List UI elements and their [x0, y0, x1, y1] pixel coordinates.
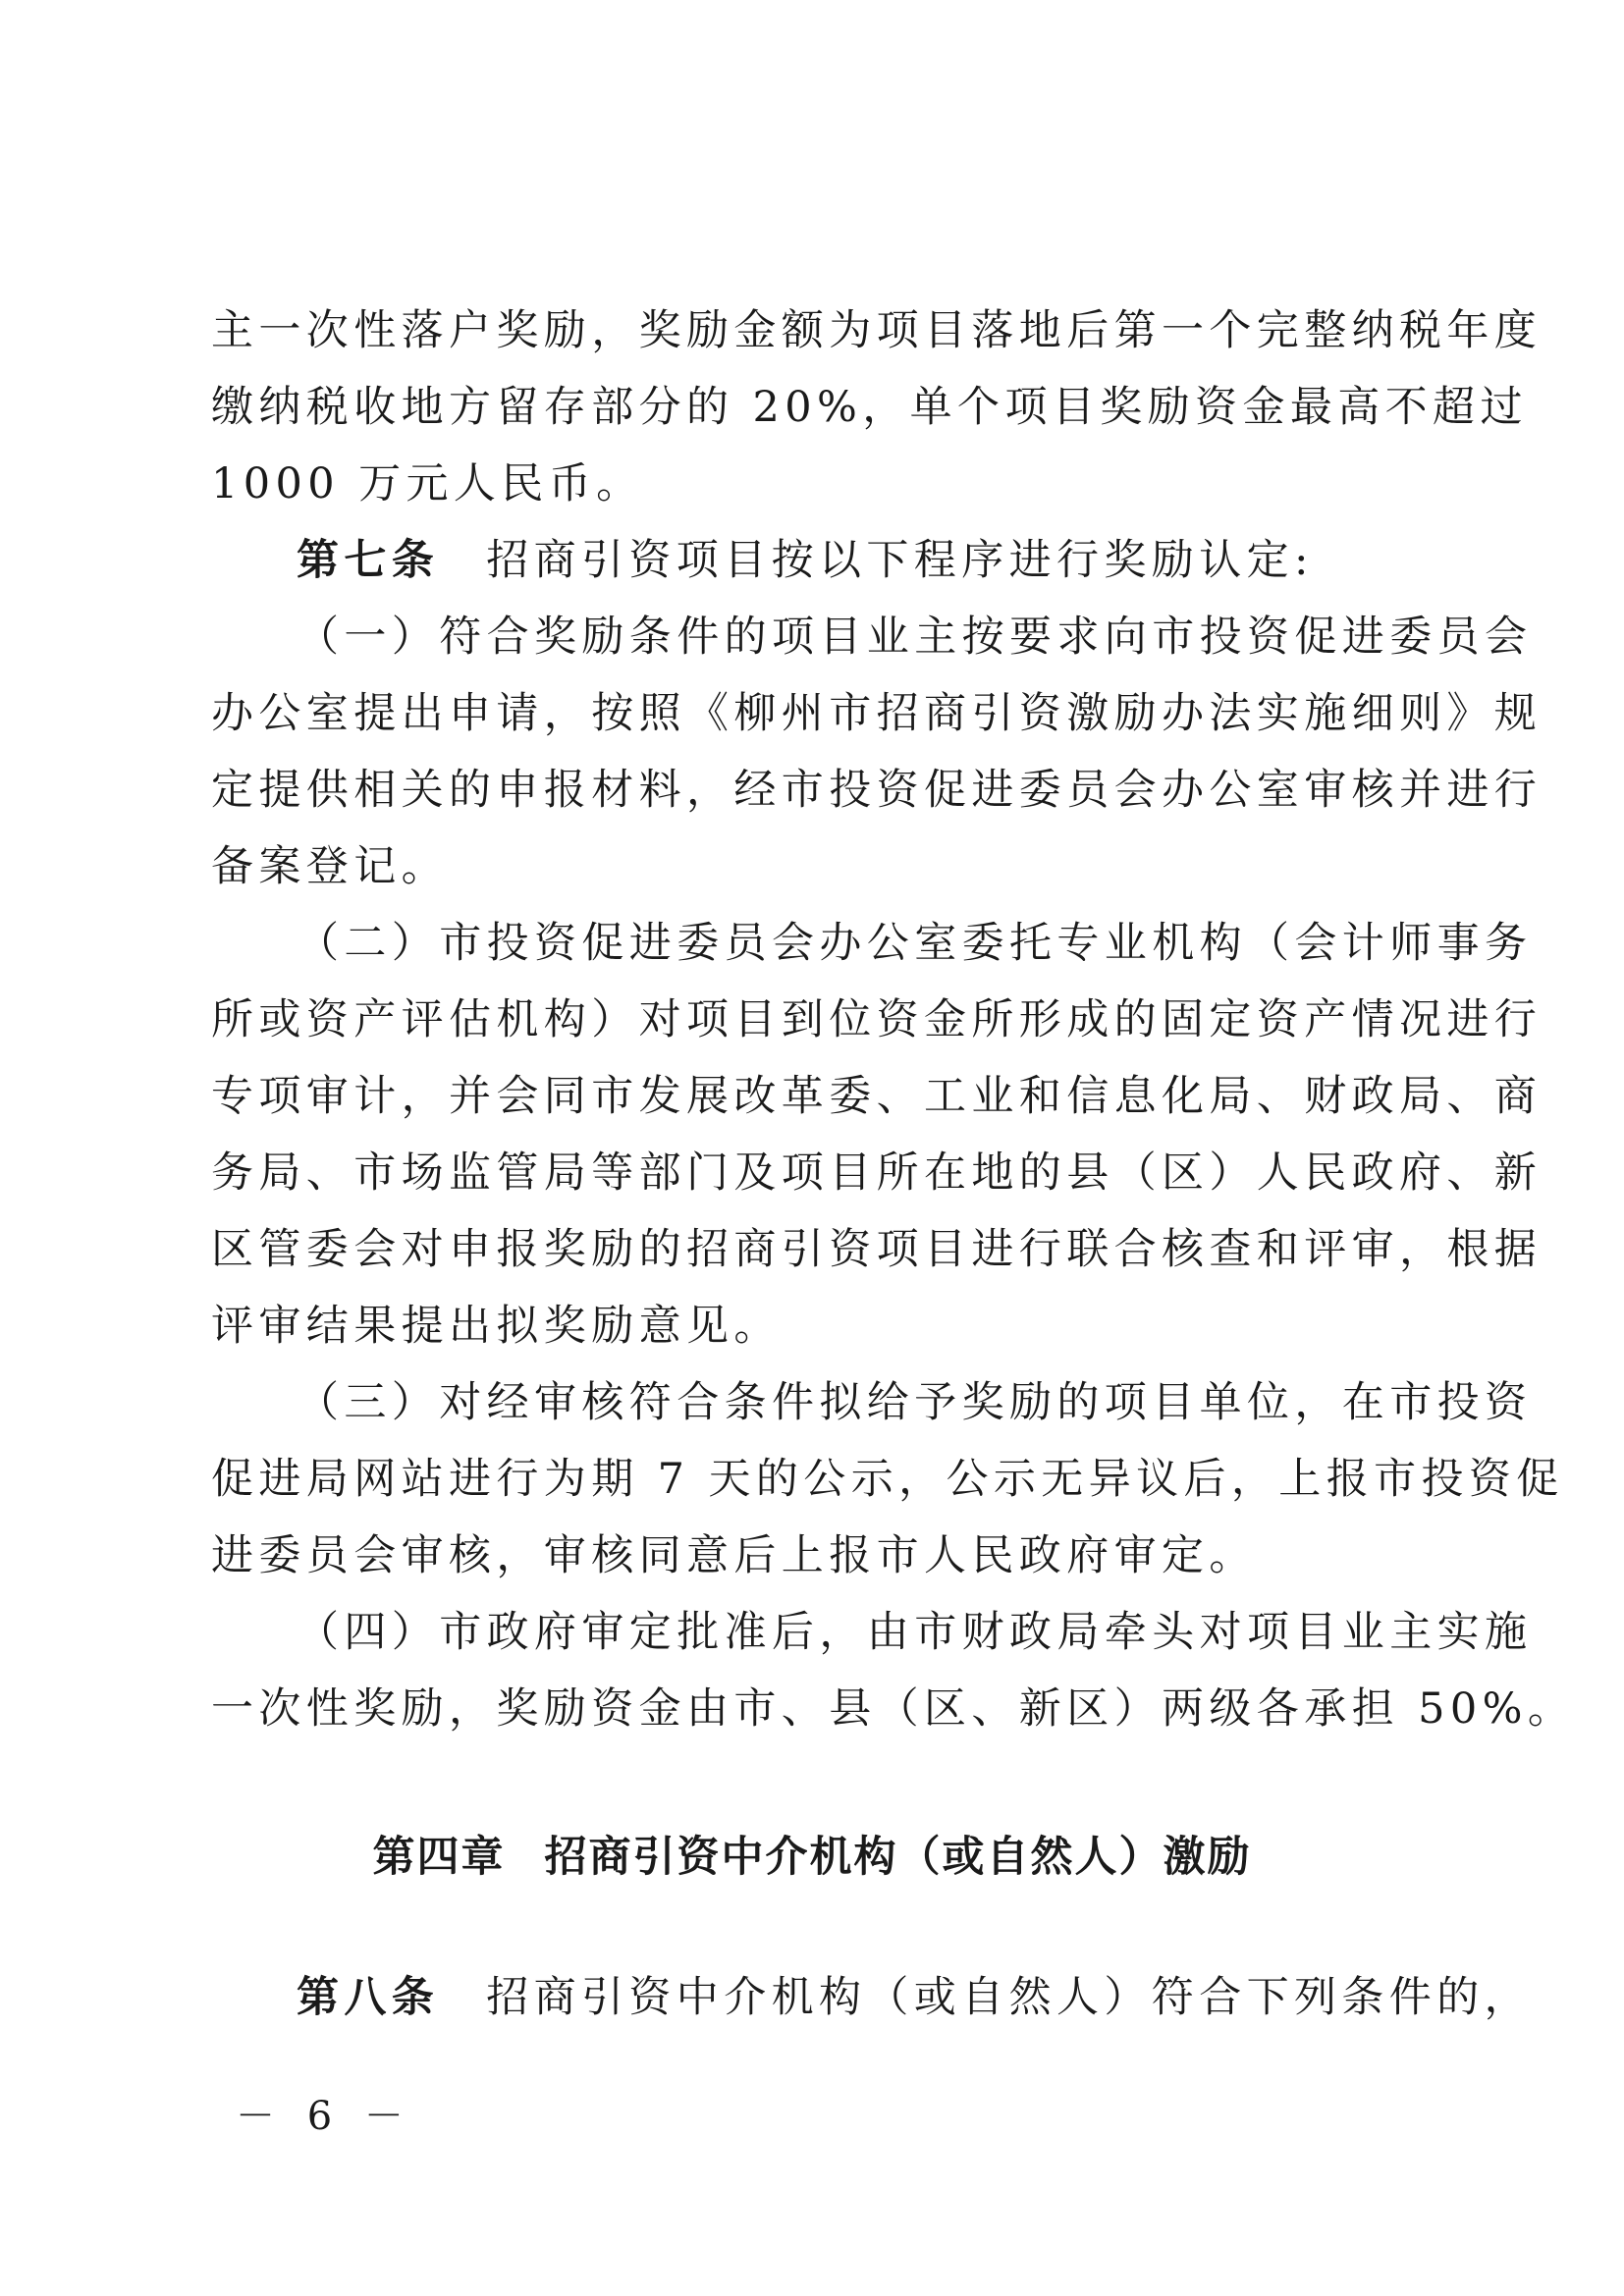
article-label: 第七条 [297, 536, 440, 585]
text-line: 专项审计，并会同市发展改革委、工业和信息化局、财政局、商 [211, 1072, 1543, 1121]
article-text: 招商引资中介机构（或自然人）符合下列条件的， [486, 1973, 1533, 2022]
text-line: 1000 万元人民币。 [211, 459, 644, 508]
text-line: 缴纳税收地方留存部分的 20%，单个项目奖励资金最高不超过 [211, 383, 1528, 432]
chapter-title: 招商引资中介机构（或自然人）激励 [544, 1833, 1252, 1882]
text-line: 务局、市场监管局等部门及项目所在地的县（区）人民政府、新 [211, 1148, 1543, 1198]
article-text: 招商引资项目按以下程序进行奖励认定: [486, 536, 1314, 585]
text-line: 办公室提出申请，按照《柳州市招商引资激励办法实施细则》规 [211, 689, 1543, 738]
article-8-heading [297, 1973, 1533, 2022]
chapter-heading [0, 1832, 1624, 1883]
text-line: 一次性奖励，奖励资金由市、县（区、新区）两级各承担 50%。 [211, 1684, 1576, 1734]
text-line: 所或资产评估机构）对项目到位资金所形成的固定资产情况进行 [211, 995, 1543, 1044]
page-number: － 6 － [236, 2094, 413, 2139]
article-label: 第八条 [297, 1973, 440, 2022]
text-line: （三）对经审核符合条件拟给予奖励的项目单位，在市投资 [297, 1378, 1533, 1427]
text-line: 促进局网站进行为期 7 天的公示，公示无异议后，上报市投资促 [211, 1455, 1564, 1504]
text-line: 评审结果提出拟奖励意见。 [211, 1302, 782, 1351]
chapter-number: 第四章 [372, 1833, 506, 1882]
text-line: 区管委会对申报奖励的招商引资项目进行联合核查和评审，根据 [211, 1225, 1543, 1274]
text-line: （二）市投资促进委员会办公室委托专业机构（会计师事务 [297, 919, 1533, 968]
text-line: 定提供相关的申报材料，经市投资促进委员会办公室审核并进行 [211, 766, 1543, 815]
text-line: 进委员会审核，审核同意后上报市人民政府审定。 [211, 1531, 1257, 1580]
article-7-heading [297, 536, 1434, 585]
text-line: 主一次性落户奖励，奖励金额为项目落地后第一个完整纳税年度 [211, 306, 1543, 355]
text-line: 备案登记。 [211, 842, 449, 891]
text-line: （一）符合奖励条件的项目业主按要求向市投资促进委员会 [297, 613, 1533, 662]
text-line: （四）市政府审定批准后，由市财政局牵头对项目业主实施 [297, 1608, 1533, 1657]
